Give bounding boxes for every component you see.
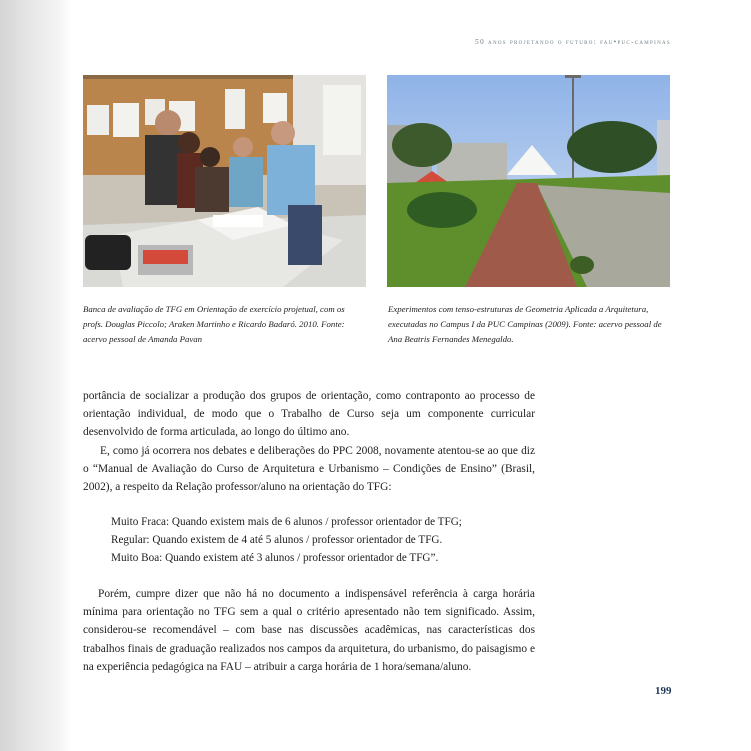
jury-meeting-photo [83, 75, 366, 287]
body-paragraph-1: portância de socializar a produção dos grupos de orientação, como contraponto ao processo de orientação individual, de modo que o Trabalho de Curso seja um componente curricular desenvolvido de forma articulada, ao longo do último ano. [83, 390, 535, 439]
body-paragraph-3: Porém, cumpre dizer que não há no documento a indispensável referência à carga horária mínima para orientação no TFG sem a qual o critério apresentado não tem significado. Assim, considerou-se recomendável – com base nas discussões acadêmicas, nas características dos trabalhos finais de graduação realizados nos campos da arquitetura, do urbanismo, do paisagismo e na experiência pedagógica na FAU – atribuir a carga horária de 1 hora/semana/aluno. [83, 588, 535, 673]
campus-tensile-structure-photo [387, 75, 670, 287]
list-item: Muito Fraca: Quando existem mais de 6 alunos / professor orientador de TFG; [111, 516, 462, 528]
photo-caption-left: Banca de avaliação de TFG em Orientação de exercício projetual, com os profs. Douglas Piccolo; Araken Martinho e Ricardo Badaró. 2010. Fonte: acervo pessoal de Amanda Pavan [83, 304, 345, 344]
list-item: Muito Boa: Quando existem até 3 alunos / professor orientador de TFG”. [111, 552, 439, 564]
ratio-criteria-list [111, 513, 462, 567]
book-gutter-shadow [0, 0, 72, 751]
running-head: 50 anos projetando o futuro: fau•puc-campinas [475, 38, 671, 46]
page-number: 199 [655, 685, 672, 697]
body-paragraph-2: E, como já ocorrera nos debates e deliberações do PPC 2008, novamente atentou-se ao que diz o “Manual de Avaliação do Curso de Arquitetura e Urbanismo – Condições de Ensino” (Brasil, 2002), a respeito da Relação professor/aluno na orientação do TFG: [83, 445, 535, 494]
photo-caption-right: Experimentos com tenso-estruturas de Geometria Aplicada a Arquitetura, executadas no Campus I da PUC Campinas (2009). Fonte: acervo pessoal de Ana Beatris Fernandes Menegaldo. [388, 304, 662, 344]
list-item: Regular: Quando existem de 4 até 5 alunos / professor orientador de TFG. [111, 534, 443, 546]
